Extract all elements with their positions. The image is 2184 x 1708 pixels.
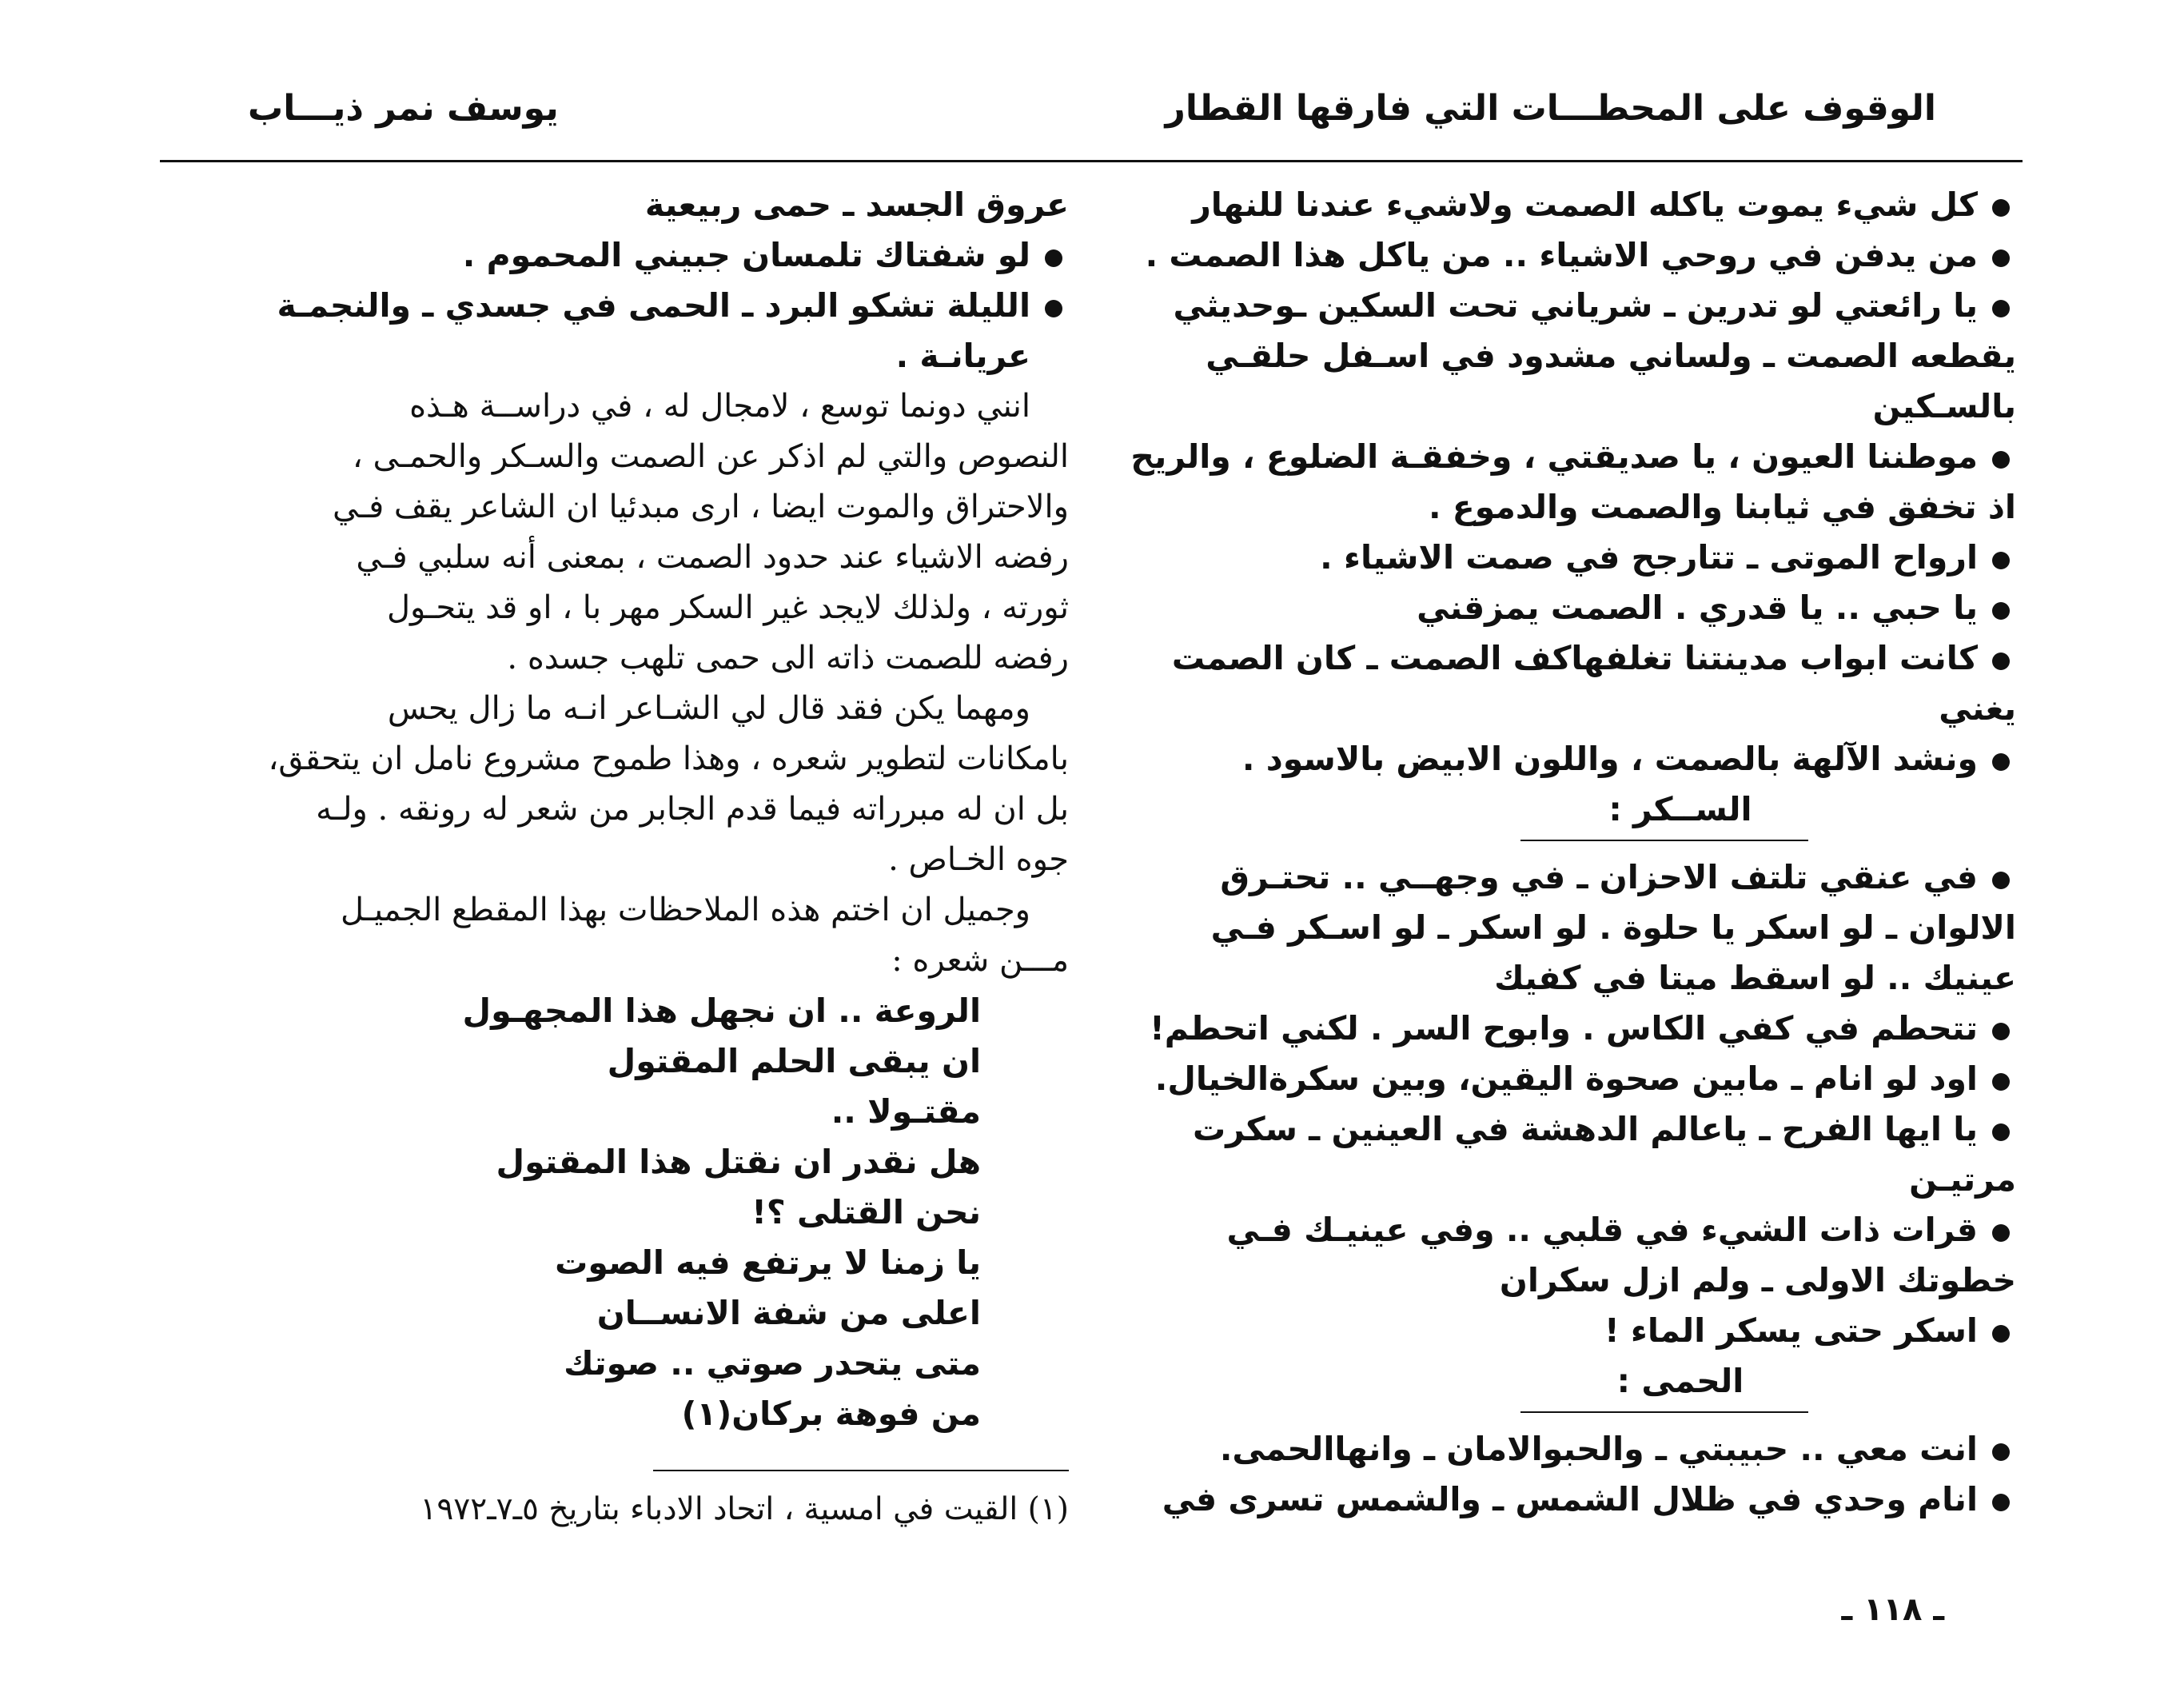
section-heading: الحمى : — [1616, 1362, 1744, 1400]
bullet-item: يا ايها الفرح ـ ياعالم الدهشة في العينين ـ سكرت — [1137, 1104, 2016, 1155]
bullet-item: يا رائعتي لو تدرين ـ شرياني تحت السكين ـوحديثي — [1137, 281, 2016, 331]
paragraph-line: انني دونما توسع ، لامجال له ، في دراســة هـذه — [409, 388, 1030, 425]
paragraph-line: جوه الخـاص . — [888, 841, 1069, 878]
page-number: ـ ١١٨ ـ — [1841, 1591, 1944, 1628]
poem-line: الروعة .. ان نجهل هذا المجهـول — [462, 992, 981, 1030]
bullet-continuation: عينيك .. لو اسقط ميتا في كفيك — [1494, 959, 2016, 997]
bullet-item: انت معي .. حبيبتي ـ والحبوالامان ـ وانهاالحمى. — [1137, 1424, 2016, 1475]
verse-line: عروق الجسد ـ حمى ربيعية — [644, 186, 1069, 224]
paragraph-line: مـــن شعره : — [891, 942, 1069, 979]
bullet-item: ونشد الآلهة بالصمت ، واللون الابيض بالاسود . — [1137, 734, 2016, 784]
paragraph-line: ومهما يكن فقد قال لي الشـاعر انـه ما زال يحس — [387, 690, 1030, 727]
bullet-item: كل شيء يموت ياكله الصمت ولاشيء عندنا للنهار — [1137, 180, 2016, 230]
bullet-item: تتحطم في كفي الكاس . وابوح السر . لكني اتحطم! — [1137, 1004, 2016, 1054]
poem-line: ان يبقى الحلم المقتول — [607, 1042, 981, 1080]
poem-line: هل نقدر ان نقتل هذا المقتول — [496, 1143, 981, 1181]
poem-line: اعلى من شفة الانســان — [596, 1294, 981, 1332]
footnote-rule — [653, 1470, 1069, 1471]
paragraph-line: وجميل ان اختم هذه الملاحظات بهذا المقطع الجميـل — [340, 892, 1030, 928]
bullet-continuation: بالسـكين — [1872, 387, 2016, 425]
bullet-item: موطننا العيون ، يا صديقتي ، وخفقـة الضلوع ، والريح — [1137, 432, 2016, 482]
paragraph-line: رفضه للصمت ذاته الى حمى تلهب جسده . — [507, 640, 1069, 676]
poem-line: من فوهة بركان(١) — [681, 1395, 981, 1433]
bullet-continuation: اذ تخفق في ثيابنا والصمت والدموع . — [1428, 488, 2016, 526]
bullet-continuation: خطوتك الاولى ـ ولم ازل سكران — [1499, 1261, 2016, 1299]
right-column — [1130, 180, 2016, 1525]
bullet-continuation: مرتيـن — [1909, 1160, 2016, 1199]
bullet-continuation: يغني — [1939, 689, 2016, 728]
bullet-item: كانت ابواب مدينتنا تغلفهاكف الصمت ـ كان الصمت — [1137, 633, 2016, 684]
footnote: (١) القيت في امسية ، اتحاد الادباء بتاريخ ٥ـ٧ـ١٩٧٢ — [420, 1491, 1069, 1527]
section-rule — [1520, 1411, 1808, 1413]
running-author: يوسف نمر ذيـــاب — [248, 88, 559, 129]
bullet-item: من يدفن في روحي الاشياء .. من ياكل هذا الصمت . — [1137, 230, 2016, 281]
bullet-continuation: يقطعه الصمت ـ ولساني مشدود في اسـفل حلقـي — [1206, 337, 2016, 375]
paragraph-line: النصوص والتي لم اذكر عن الصمت والسـكر والحمـى ، — [352, 438, 1069, 475]
bullet-item: في عنقي تلتف الاحزان ـ في وجهــي .. تحتـرق — [1137, 852, 2016, 903]
left-column — [149, 180, 1069, 1439]
poem-line: متى يتحدر صوتي .. صوتك — [564, 1344, 981, 1383]
running-title: الوقوف على المحطـــات التي فارقها القطار — [1165, 88, 1936, 129]
paragraph-line: بل ان له مبرراته فيما قدم الجابر من شعر له رونقه . ولـه — [316, 791, 1069, 828]
section-rule — [1520, 840, 1808, 841]
bullet-item: لو شفتاك تلمسان جبيني المحموم . — [149, 230, 1069, 281]
bullet-item: ارواح الموتى ـ تتارجح في صمت الاشياء . — [1137, 533, 2016, 583]
bullet-item: انام وحدي في ظلال الشمس ـ والشمس تسرى في — [1137, 1475, 2016, 1525]
poem-line: يا زمنا لا يرتفع فيه الصوت — [555, 1243, 981, 1282]
section-heading: الســكر : — [1608, 790, 1752, 828]
header-rule — [160, 160, 2023, 162]
poem-line: نحن القتلى ؟! — [751, 1193, 981, 1231]
bullet-item: اسكر حتى يسكر الماء ! — [1137, 1306, 2016, 1356]
paragraph-line: بامكانات لتطوير شعره ، وهذا طموح مشروع نامل ان يتحقق، — [268, 740, 1069, 777]
paragraph-line: رفضه الاشياء عند حدود الصمت ، بمعنى أنه سلبي فـي — [356, 539, 1069, 576]
paragraph-line: ثورته ، ولذلك لايجد غير السكر مهر با ، او قد يتحـول — [386, 589, 1069, 626]
bullet-continuation: الالوان ـ لو اسكر يا حلوة . لو اسكر ـ لو اسـكر فـي — [1210, 908, 2016, 947]
bullet-continuation: عريانـة . — [895, 337, 1030, 375]
paragraph-line: والاحتراق والموت ايضا ، ارى مبدئيا ان الشاعر يقف فـي — [333, 489, 1069, 525]
poem-line: مقتـولا .. — [831, 1092, 981, 1131]
bullet-item: الليلة تشكو البرد ـ الحمى في جسدي ـ والنجمـة — [149, 281, 1069, 331]
bullet-item: اود لو انام ـ مابين صحوة اليقين، وبين سكرةالخيال. — [1137, 1054, 2016, 1104]
bullet-item: قرات ذات الشيء في قلبي .. وفي عينيـك فـي — [1137, 1205, 2016, 1255]
bullet-item: يا حبي .. يا قدري . الصمت يمزقني — [1137, 583, 2016, 633]
